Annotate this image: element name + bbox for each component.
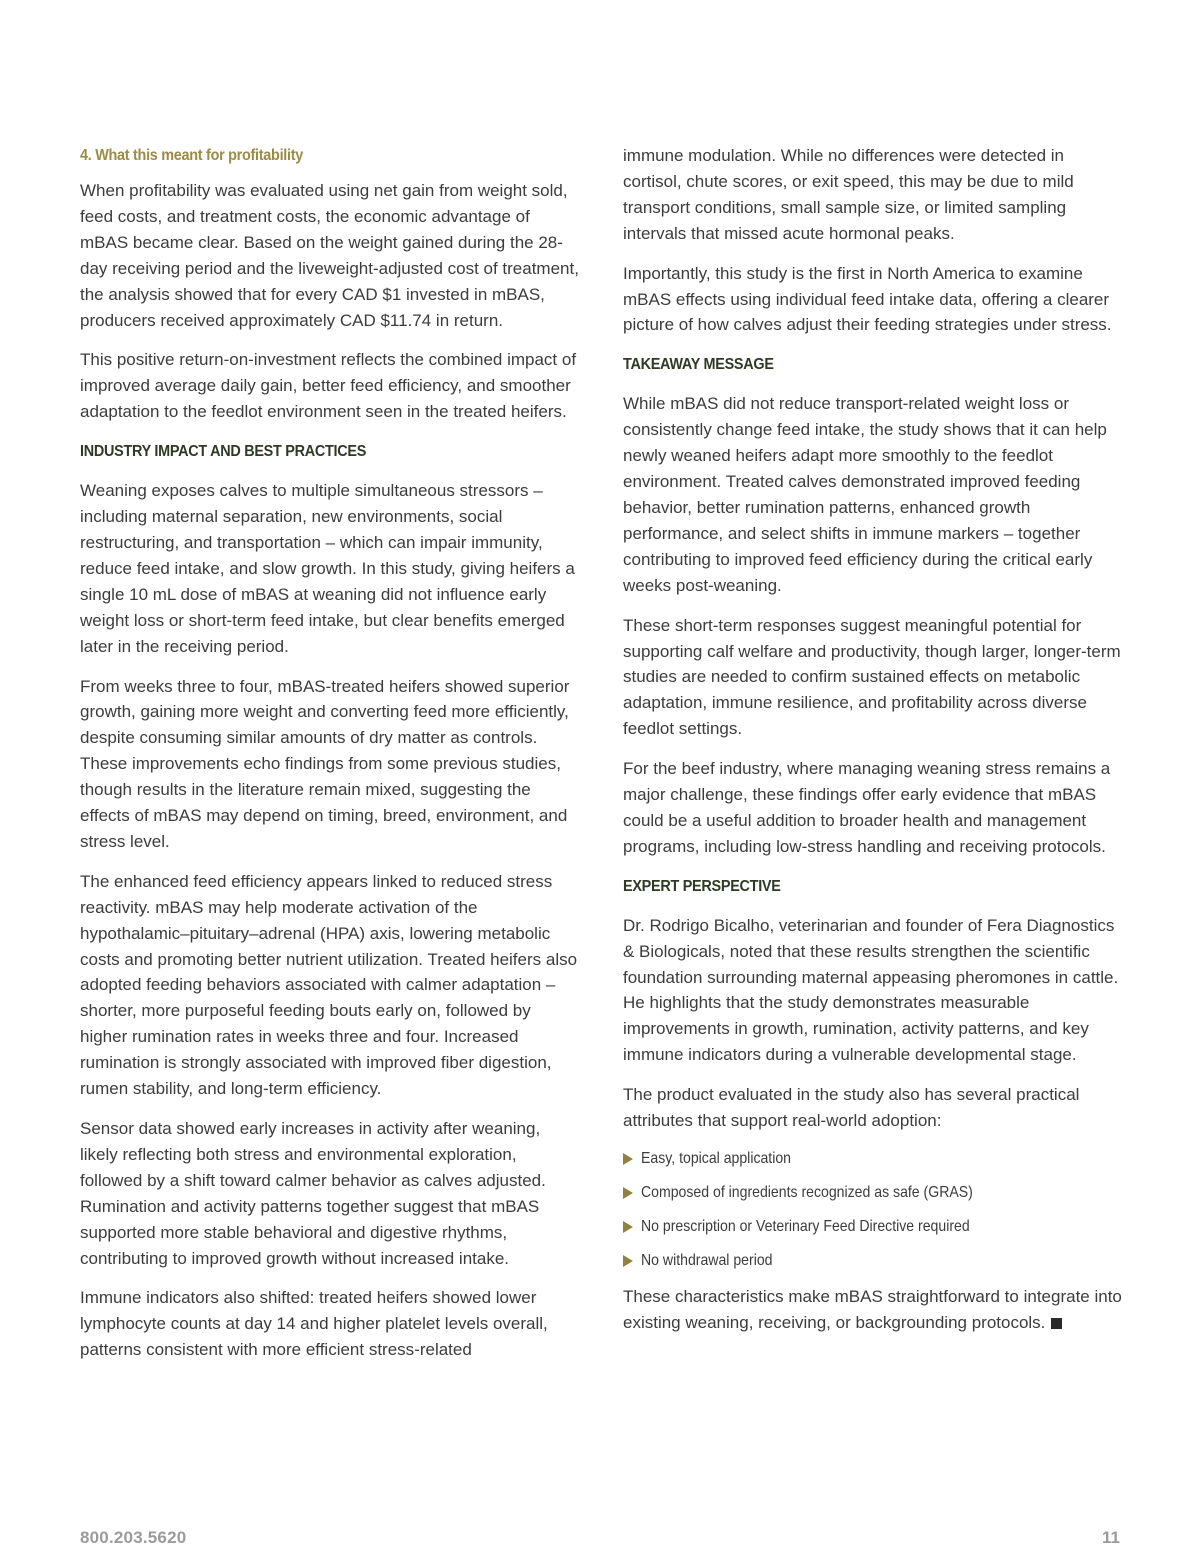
section-heading-profitability: 4. What this meant for profitability [80,147,304,164]
list-item-text: Easy, topical application [641,1150,792,1167]
footer-page-number: 11 [1102,1528,1120,1547]
paragraph-industry-4: Sensor data showed early increases in activity after weaning, likely reflecting both stress and environmental exploration, followed by a shift toward calmer behavior as calves adjusted. Rumination and activity patterns together suggest that mBAS supported more stable behavioral and digestive rhythms, contributing to improved growth without increased intake. [80,1119,546,1268]
paragraph-closing-text: These characteristics make mBAS straightforward to integrate into existing weaning, receiving, or backgrounding protocols. [623,1287,1122,1332]
end-mark-icon [1051,1318,1062,1329]
triangle-bullet-icon [623,1153,633,1165]
paragraph-takeaway-3: For the beef industry, where managing weaning stress remains a major challenge, these findings offer early evidence that mBAS could be a useful addition to broader health and management programs, including low-stress handling and receiving protocols. [623,759,1111,856]
paragraph-profitability-1: When profitability was evaluated using net gain from weight sold, feed costs, and treatment costs, the economic advantage of mBAS became clear. Based on the weight gained during the 28-day receiving period and the liveweight-adjusted cost of treatment, the analysis showed that for every CAD $1 invested in mBAS, producers received approximately CAD $11.74 in return. [80,181,579,330]
triangle-bullet-icon [623,1255,633,1267]
list-item-text: No withdrawal period [641,1252,773,1269]
triangle-bullet-icon [623,1221,633,1233]
list-item [623,1182,1123,1204]
paragraph-takeaway-2: These short-term responses suggest meaningful potential for supporting calf welfare and productivity, though larger, longer-term studies are needed to confirm sustained effects on metabolic adaptation, immune resilience, and profitability across diverse feedlot settings. [623,615,1121,739]
paragraph-industry-2: From weeks three to four, mBAS-treated heifers showed superior growth, gaining more weight and converting feed more efficiently, despite consuming similar amounts of dry matter as controls. These improvements echo findings from some previous studies, though results in the literature remain mixed, suggesting the effects of mBAS may depend on timing, breed, environment, and stress level. [80,676,570,851]
list-item [623,1148,1123,1170]
list-item-text: No prescription or Veterinary Feed Directive required [641,1218,970,1235]
paragraph-expert-1: Dr. Rodrigo Bicalho, veterinarian and founder of Fera Diagnostics & Biologicals, noted that these results strengthen the scientific foundation surrounding maternal appeasing pheromones in cattle. He highlights that the study demonstrates measurable improvements in growth, rumination, activity patterns, and key immune indicators during a vulnerable developmental stage. [623,915,1119,1065]
section-heading-industry-impact: INDUSTRY IMPACT AND BEST PRACTICES [80,443,367,461]
paragraph-industry-3: The enhanced feed efficiency appears linked to reduced stress reactivity. mBAS may help moderate activation of the hypothalamic–pituitary–adrenal (HPA) axis, lowering metabolic costs and promoting better nutrient utilization. Treated heifers also adopted feeding behaviors associated with calmer adaptation – shorter, more purposeful feeding bouts early on, followed by higher rumination rates in weeks three and four. Increased rumination is strongly associated with improved fiber digestion, rumen stability, and long-term efficiency. [80,871,578,1099]
section-heading-expert: EXPERT PERSPECTIVE [623,877,781,895]
paragraph-closing [623,1284,1123,1336]
section-heading-takeaway: TAKEAWAY MESSAGE [623,356,774,374]
list-item [623,1216,1123,1238]
right-column [623,143,1123,1350]
attribute-list [623,1148,1123,1272]
list-item-text: Composed of ingredients recognized as safe (GRAS) [641,1184,973,1201]
footer-phone-number: 800.203.5620 [80,1528,187,1547]
paragraph-immune-continued: immune modulation. While no differences were detected in cortisol, chute scores, or exit speed, this may be due to mild transport conditions, small sample size, or limited sampling intervals that missed acute hormonal peaks. [623,146,1074,243]
paragraph-expert-2: The product evaluated in the study also has several practical attributes that support real-world adoption: [623,1085,1080,1131]
left-column [80,143,580,1377]
paragraph-industry-5: Immune indicators also shifted: treated heifers showed lower lymphocyte counts at day 14 and higher platelet levels overall, patterns consistent with more efficient stress-related [80,1288,548,1360]
paragraph-industry-1: Weaning exposes calves to multiple simultaneous stressors – including maternal separation, new environments, social restructuring, and transportation – which can impair immunity, reduce feed intake, and slow growth. In this study, giving heifers a single 10 mL dose of mBAS at weaning did not influence early weight loss or short-term feed intake, but clear benefits emerged later in the receiving period. [80,481,575,656]
list-item [623,1250,1123,1272]
triangle-bullet-icon [623,1187,633,1199]
paragraph-profitability-2: This positive return-on-investment reflects the combined impact of improved average daily gain, better feed efficiency, and smoother adaptation to the feedlot environment seen in the treated heifers. [80,350,577,422]
paragraph-takeaway-1: While mBAS did not reduce transport-related weight loss or consistently change feed intake, the study shows that it can help newly weaned heifers adapt more smoothly to the feedlot environment. Treated calves demonstrated improved feeding behavior, better rumination patterns, enhanced growth performance, and select shifts in immune markers – together contributing to improved feed efficiency during the critical early weeks post-weaning. [623,394,1107,595]
paragraph-north-america: Importantly, this study is the first in North America to examine mBAS effects using individual feed intake data, offering a clearer picture of how calves adjust their feeding strategies under stress. [623,263,1112,335]
